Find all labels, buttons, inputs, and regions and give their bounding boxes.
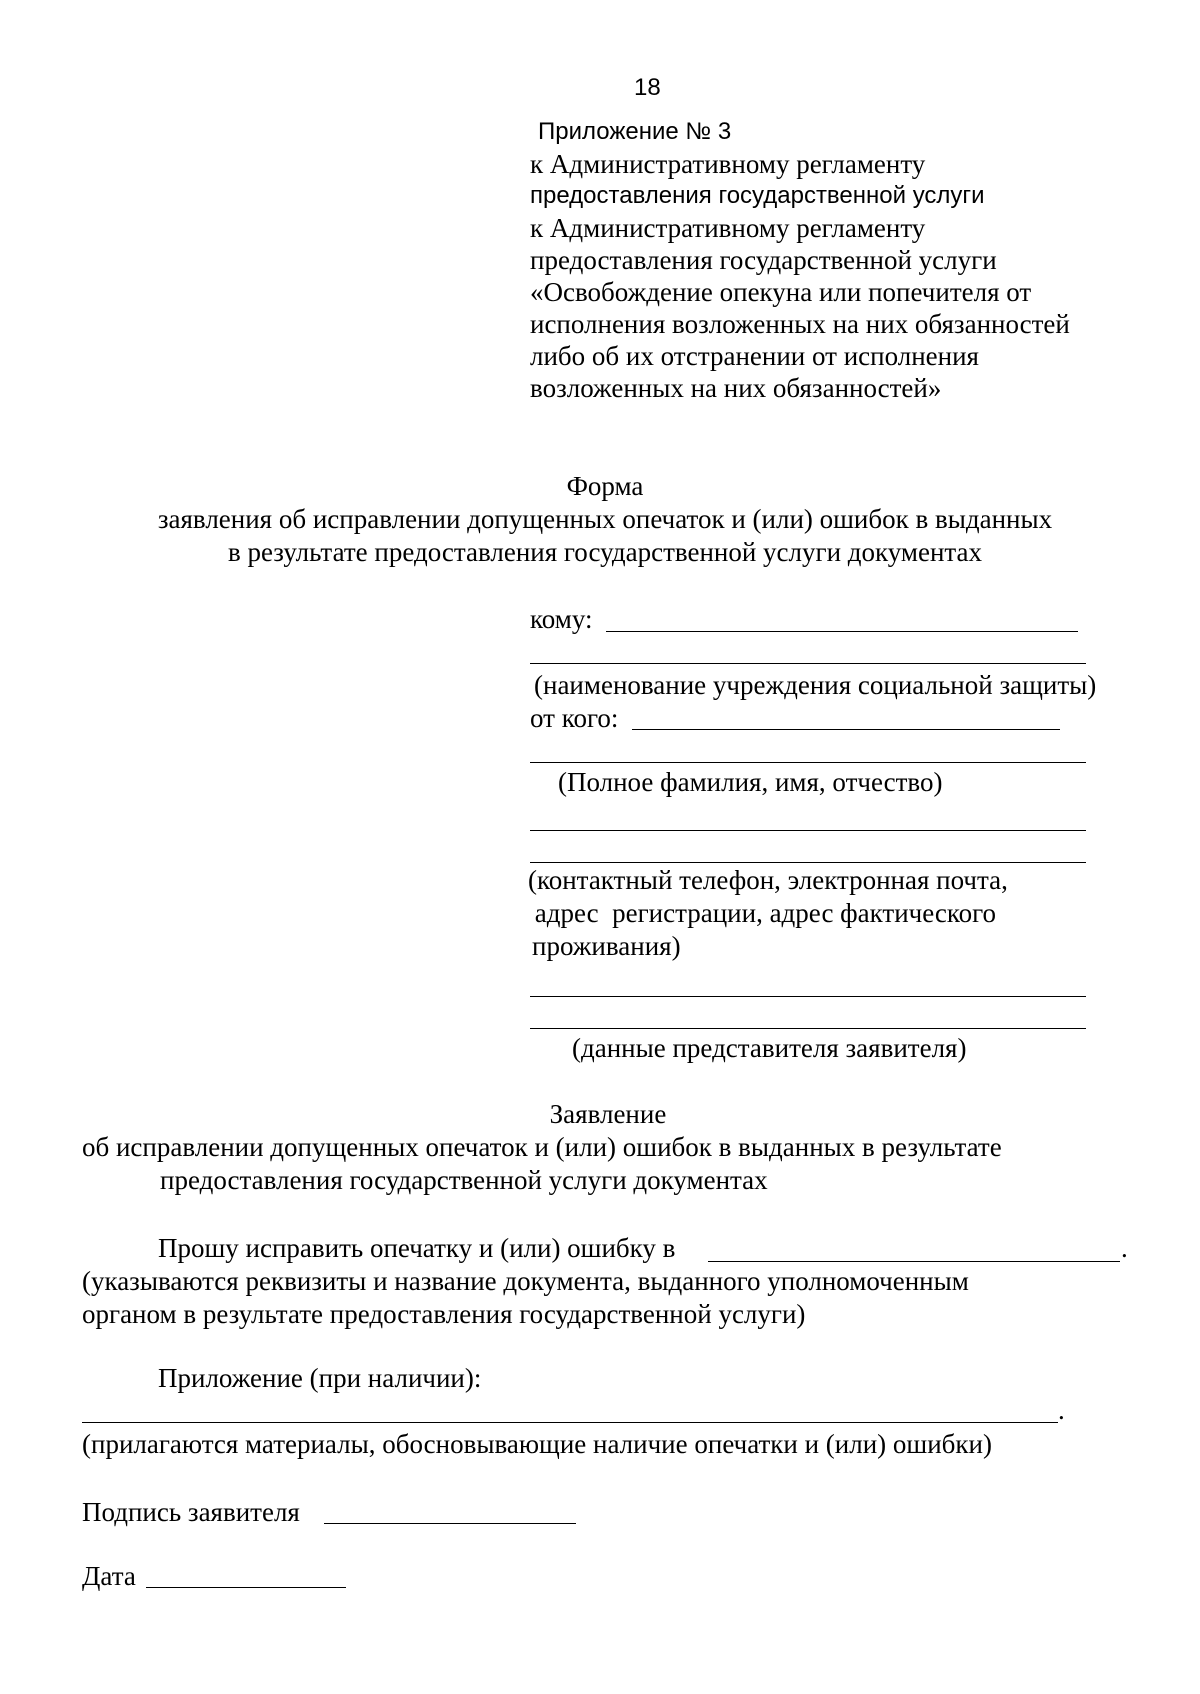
appendix-line-1: к Административному регламенту — [530, 149, 926, 179]
appendix-line-5: «Освобождение опекуна или попечителя от — [530, 277, 1032, 307]
attachment-end: . — [1058, 1395, 1065, 1425]
request-note-1: (указываются реквизиты и название документа, выданного уполномоченным — [82, 1266, 969, 1296]
page-number: 18 — [634, 74, 661, 101]
contact-blank-line-1[interactable] — [530, 830, 1086, 831]
request-note-2: органом в результате предоставления государственной услуги) — [82, 1299, 806, 1329]
date-blank-line[interactable] — [146, 1587, 346, 1588]
to-label: кому: — [530, 604, 593, 634]
statement-subtitle-1: об исправлении допущенных опечаток и (или) ошибок в выданных в результате — [82, 1132, 1002, 1162]
appendix-title: Приложение № 3 — [538, 118, 732, 145]
signature-blank-line[interactable] — [324, 1523, 576, 1524]
contact-caption-2: адрес регистрации, адрес фактического — [528, 898, 997, 928]
request-end: . — [1121, 1233, 1128, 1263]
name-caption: (Полное фамилия, имя, отчество) — [558, 767, 943, 797]
from-blank-line[interactable] — [632, 729, 1060, 730]
appendix-line-3: к Административному регламенту — [530, 213, 926, 243]
request-text: Прошу исправить опечатку и (или) ошибку в — [158, 1233, 676, 1263]
date-label: Дата — [82, 1561, 136, 1591]
representative-caption: (данные представителя заявителя) — [572, 1033, 967, 1063]
attachment-blank-line[interactable] — [82, 1422, 1058, 1423]
signature-label: Подпись заявителя — [82, 1497, 300, 1527]
contact-caption-3: проживания) — [532, 931, 681, 961]
form-title: Форма — [566, 471, 644, 501]
attachment-note: (прилагаются материалы, обосновывающие наличие опечатки и (или) ошибки) — [82, 1429, 992, 1459]
appendix-line-4: предоставления государственной услуги — [530, 245, 997, 275]
document-blank-line[interactable] — [708, 1261, 1120, 1262]
statement-title: Заявление — [549, 1099, 667, 1129]
representative-blank-line-2[interactable] — [530, 1028, 1086, 1029]
to-blank-line[interactable] — [606, 631, 1078, 632]
appendix-line-2: предоставления государственной услуги — [530, 182, 985, 209]
contact-blank-line-2[interactable] — [530, 862, 1086, 863]
form-subtitle-1: заявления об исправлении допущенных опечаток и (или) ошибок в выданных — [157, 504, 1053, 534]
appendix-line-8: возложенных на них обязанностей» — [530, 373, 942, 403]
contact-caption-1: (контактный телефон, электронная почта, — [528, 865, 1008, 895]
statement-subtitle-2: предоставления государственной услуги документах — [160, 1165, 768, 1195]
appendix-line-7: либо об их отстранении от исполнения — [530, 341, 979, 371]
form-subtitle-2: в результате предоставления государственной услуги документах — [227, 537, 983, 567]
name-blank-line[interactable] — [530, 762, 1086, 763]
representative-blank-line-1[interactable] — [530, 996, 1086, 997]
from-label: от кого: — [530, 703, 619, 733]
attachment-label: Приложение (при наличии): — [158, 1363, 482, 1393]
to-caption: (наименование учреждения социальной защиты) — [534, 670, 1097, 700]
to-blank-line-2[interactable] — [530, 663, 1086, 664]
appendix-line-6: исполнения возложенных на них обязанностей — [530, 309, 1070, 339]
